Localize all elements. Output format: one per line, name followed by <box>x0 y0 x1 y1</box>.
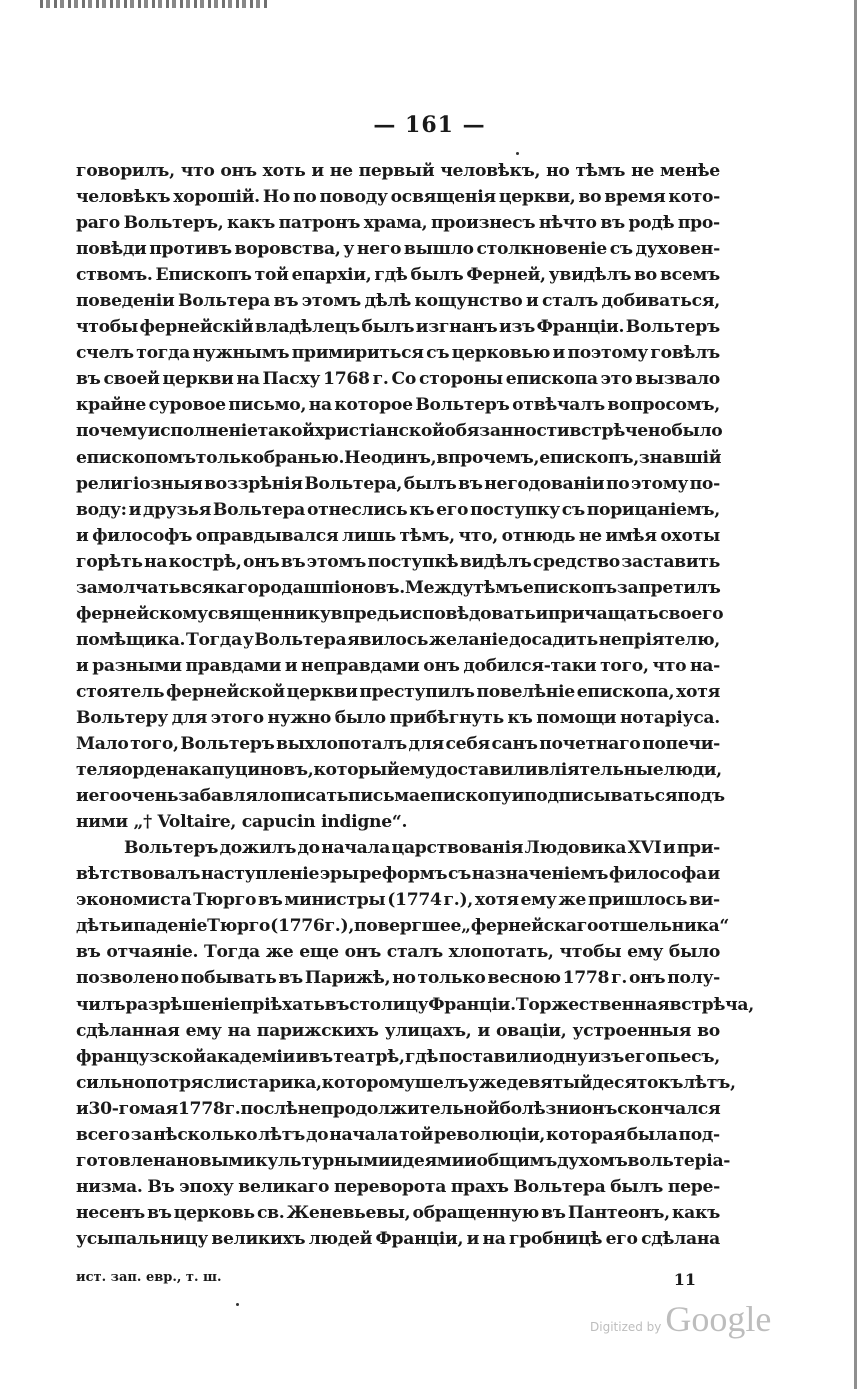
text-line: въ своей церкви на Пасху 1768 г. Со стороны епископа это вызвало <box>76 369 720 390</box>
text-line: и 30-го мая 1778 г. послѣ непродолжительной болѣзни онъ скончался <box>76 1098 721 1119</box>
page-footer <box>76 1270 696 1289</box>
text-line: всего за нѣсколько лѣтъ до начала той революціи, которая была под- <box>76 1124 720 1145</box>
text-line: замолчать всякаго рода шпіоновъ. Между тѣмъ епископъ запретилъ <box>76 577 721 598</box>
text-line: раго Вольтеръ, какъ патронъ храма, произнесъ нѣчто въ родѣ про- <box>76 213 720 234</box>
text-line: вѣтствовалъ наступленіе эры реформъ съ назначеніемъ философа и <box>76 864 720 885</box>
text-line: низма. Въ эпоху великаго переворота прахъ Вольтера былъ пере- <box>76 1176 720 1197</box>
text-line: человѣкъ хорошій. Но по поводу освященія церкви, во время кото- <box>76 187 720 208</box>
text-line: помѣщика. Тогда у Вольтера явилось желаніе досадить непріятелю, <box>76 629 720 650</box>
text-line: несенъ въ церковь св. Женевьевы, обращенную въ Пантеонъ, какъ <box>76 1202 720 1223</box>
text-line: въ отчаяніе. Тогда же еще онъ сталъ хлопотать, чтобы ему было <box>76 942 720 963</box>
text-line: поведеніи Вольтера въ этомъ дѣлѣ кощунство и сталъ добиваться, <box>76 291 720 312</box>
text-line: крайне суровое письмо, на которое Вольтеръ отвѣчалъ вопросомъ, <box>76 395 720 416</box>
scan-edge-right <box>854 0 857 1389</box>
text-line: и разными правдами и неправдами онъ добился-таки того, что на- <box>76 655 720 676</box>
text-line: сдѣланная ему на парижскихъ улицахъ, и оваціи, устроенныя во <box>76 1020 720 1041</box>
body-text <box>76 158 754 1252</box>
text-line: ними „† Voltaire, capucin indigne“. <box>76 812 408 833</box>
text-line: ствомъ. Епископъ той епархіи, гдѣ былъ Ферней, увидѣлъ во всемъ <box>76 265 720 286</box>
text-line: чтобы фернейскій владѣлецъ былъ изгнанъ изъ Франціи. Вольтеръ <box>76 317 720 338</box>
text-line: позволено побывать въ Парижѣ, но только весною 1778 г. онъ полу- <box>76 968 720 989</box>
signature-mark: ист. зап. евр., т. ш. <box>76 1270 222 1285</box>
text-line: и его очень забавляло писать письма епископу и подписываться подъ <box>76 786 725 807</box>
text-line: дѣть и паденіе Тюрго (1776 г.), повергшее „фернейскаго отшельника“ <box>76 916 729 937</box>
text-line: повѣди противъ воровства, у него вышло столкновеніе съ духовен- <box>76 239 720 260</box>
text-line: сильно потрясли старика, которому шелъ уже девятый десятокъ лѣтъ, <box>76 1072 736 1093</box>
text-line: религіозныя воззрѣнія Вольтера, былъ въ негодованіи по этому по- <box>76 473 720 494</box>
paragraph <box>76 835 754 1252</box>
text-line: французской академіи и въ театрѣ, гдѣ поставили одну изъ его пьесъ, <box>76 1046 720 1067</box>
text-line: Вольтеръ дожилъ до начала царствованія Людовика XVI и при- <box>124 838 720 859</box>
text-line: счелъ тогда нужнымъ примириться съ церковью и поэтому говѣлъ <box>76 343 720 364</box>
text-line: готовлена новыми культурными идеями и общимъ духомъ вольтеріа- <box>76 1150 731 1171</box>
scan-artifact-top <box>40 0 270 8</box>
text-line: и философъ оправдывался лишь тѣмъ, что, отнюдь не имѣя охоты <box>76 525 720 546</box>
text-line: экономиста Тюрго въ министры (1774 г.), хотя ему же пришлось ви- <box>76 890 720 911</box>
text-line: теля ордена капуциновъ, который ему доставили вліятельные люди, <box>76 760 722 781</box>
text-line: Мало того, Вольтеръ выхлопоталъ для себя санъ почетнаго попечи- <box>76 734 720 755</box>
text-line: усыпальницу великихъ людей Франціи, и на гробницѣ его сдѣлана <box>76 1228 720 1249</box>
text-line: фернейскому священнику впредь исповѣдовать и причащать своего <box>76 603 724 624</box>
text-line: стоятель фернейской церкви преступилъ повелѣніе епископа, хотя <box>76 681 720 702</box>
google-logo: Google <box>665 1299 772 1339</box>
watermark-prefix: Digitized by <box>590 1320 662 1334</box>
text-line: говорилъ, что онъ хоть и не первый человѣкъ, но тѣмъ не менѣе <box>76 161 720 181</box>
ink-speck <box>236 1303 239 1306</box>
text-line: воду: и друзья Вольтера отнеслись къ его поступку съ порицаніемъ, <box>76 499 720 520</box>
page-number: — 161 — <box>373 112 486 138</box>
ink-speck <box>516 152 519 155</box>
text-line: почему исполненіе такой христіанской обязанности встрѣчено было <box>76 421 723 442</box>
paragraph <box>76 158 725 835</box>
text-line: горѣть на кострѣ, онъ въ этомъ поступкѣ видѣлъ средство заставить <box>76 551 720 572</box>
text-line: епископомъ только бранью. Не одинъ, впрочемъ, епископъ, знавшій <box>76 447 722 468</box>
text-line: Вольтеру для этого нужно было прибѣгнуть къ помощи нотаріуса. <box>76 707 720 728</box>
sheet-number: 11 <box>673 1270 696 1289</box>
digitized-watermark <box>590 1298 771 1340</box>
text-line: чилъ разрѣшеніе пріѣхать въ столицу Франціи. Торжественная встрѣча, <box>76 994 754 1015</box>
